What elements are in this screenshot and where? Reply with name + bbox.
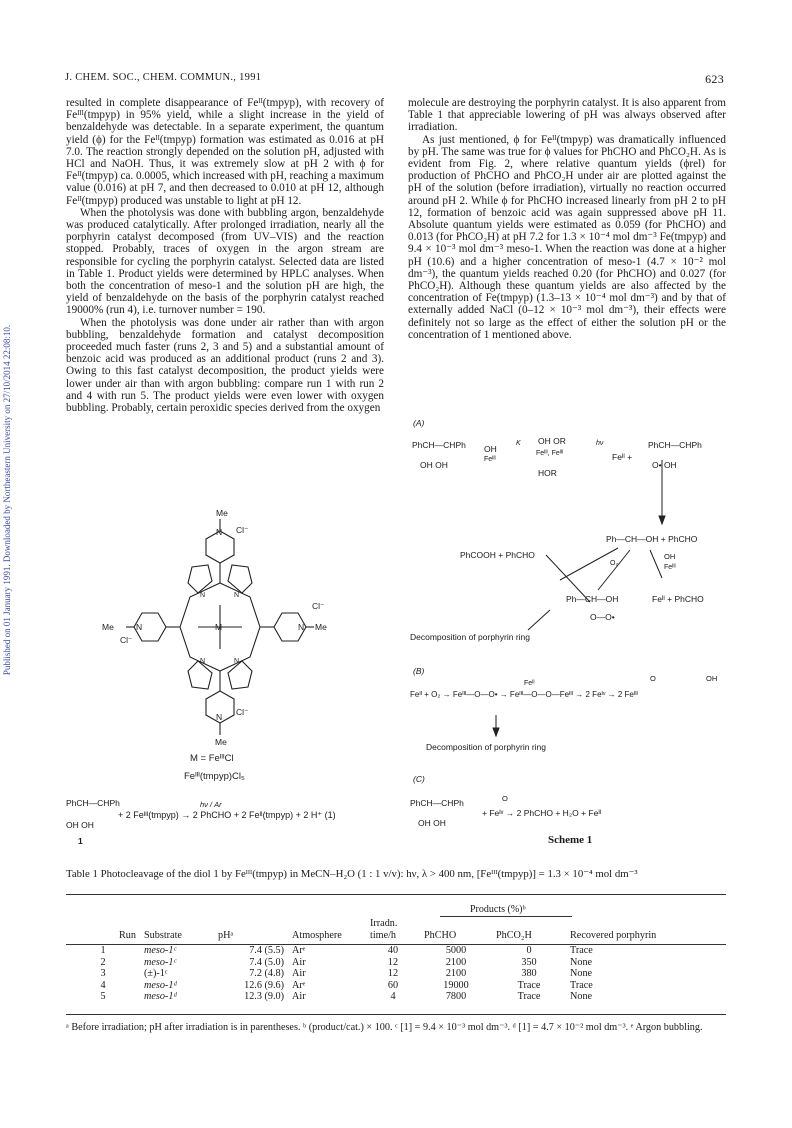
scheme-a-peroxy: Ph—CH—OH <box>566 594 619 604</box>
table-footnote: ᵃ Before irradiation; pH after irradiation is in parentheses. ᵇ (product/cat.) × 100. ᶜ [1] = 9.4 × 10⁻³ mol dm⁻³. ᵈ [1] = 4.7 × 10⁻² mol dm⁻³. ᵉ Argon bubbling. <box>66 1022 703 1033</box>
scheme-b-equation: Feᴵᴵ + O₂ → Feᴵᴵᴵ—O—O• → Feᴵᴵᴵ—O—O—Feᴵᴵᴵ → 2 Feᴵᵛ → 2 Feᴵᴵᴵ <box>410 690 638 699</box>
products-group-rule <box>440 916 572 917</box>
scheme-a-fe3: Feᴵᴵᴵ <box>484 456 496 463</box>
cell-phco2h: Trace <box>517 979 541 991</box>
cell-ph: 7.4 (5.5) <box>249 945 284 956</box>
scheme-a-radical-bottom: O• OH <box>652 460 677 470</box>
left-column <box>66 97 384 414</box>
cell-run: 3 <box>100 968 106 979</box>
cell-irradn: 4 <box>390 991 396 1002</box>
methyl-top: Me <box>216 508 228 518</box>
compound-name: Feᴵᴵᴵ(tmpyp)Cl₅ <box>184 771 245 782</box>
cell-ph: 7.4 (5.0) <box>249 956 284 968</box>
left-paragraph-3: When the photolysis was done under air rather than with argon bubbling, benzaldehyde formation and catalyst decomposition proceeded much faster (runs 2, 3 and 5) and a substantial amount of benzoic acid was produced as an additional product (runs 2 and 3). Owing to this fast catalyst decomposition, the product yields were lower under air than with argon bubbling: compare run 1 with run 2 and 4 with run 5. The product yields were even lower with oxygen bubbling. Probably, certain peroxidic species derived from the oxygen <box>66 316 384 415</box>
cell-phcho: 2100 <box>445 956 467 968</box>
scheme-b-oxo: O <box>650 674 656 683</box>
scheme-c-reactant-oh: OH OH <box>418 818 446 828</box>
scheme-a-fe2: Feᴵᴵ + <box>612 452 633 462</box>
cell-phco2h: 380 <box>521 968 537 979</box>
right-column <box>408 97 726 341</box>
pyrrole-n-3: N <box>200 658 206 665</box>
scheme-a-hor: HOR <box>538 468 557 478</box>
cell-atmosphere: Arᵉ <box>292 979 306 991</box>
cell-irradn: 12 <box>387 968 399 979</box>
cell-phco2h: 0 <box>526 945 532 956</box>
pyrrole-n-1: N <box>200 592 206 599</box>
cell-ph: 12.3 (9.0) <box>244 991 284 1002</box>
cell-atmosphere: Air <box>292 991 306 1002</box>
scheme-a-label: (A) <box>413 418 425 428</box>
eq1-reactant-bottom: OH OH <box>66 820 94 830</box>
scheme-a-fe3b: Feᴵᴵᴵ <box>664 564 676 571</box>
eq1-reactant-top: PhCH—CHPh <box>66 798 120 808</box>
metal-center: M <box>215 622 223 632</box>
cell-substrate: meso-1ᵈ <box>144 979 177 991</box>
pyrrole-n-2: N <box>234 592 240 599</box>
scheme-c-label: (C) <box>413 774 425 784</box>
pyridinium-n-right: N <box>298 622 305 632</box>
results-table <box>66 918 726 1003</box>
scheme-c-oxo: O <box>502 794 508 803</box>
chloride-left: Cl⁻ <box>120 635 133 645</box>
col-phcho: PhCHO <box>424 929 457 941</box>
download-note-text: Published on 01 January 1991. Downloaded by Northeastern University on 27/10/2014 22:08:10. <box>2 324 12 676</box>
cell-phcho: 7800 <box>445 991 467 1002</box>
col-irradn: Irradn. time/h <box>370 918 398 941</box>
cell-atmosphere: Air <box>292 956 306 968</box>
eq1-arrow-label: hν / Ar <box>200 800 222 809</box>
pyrrole-n-4: N <box>234 658 240 665</box>
table-top-rule <box>66 894 726 895</box>
cell-run: 5 <box>100 991 106 1002</box>
cell-recovered: Trace <box>570 979 593 991</box>
scheme-a-alkoxy: Ph—CH—OH + PhCHO <box>606 534 698 544</box>
cell-recovered: None <box>570 991 593 1002</box>
table-row <box>66 968 726 980</box>
right-paragraph-1: molecule are destroying the porphyrin catalyst. It is also apparent from Table 1 that appreciable lowering of pH was always observed after irradiation. <box>408 97 726 134</box>
table-row <box>66 991 726 1003</box>
col-recovered: Recovered porphyrin <box>570 929 657 941</box>
cell-phcho: 5000 <box>445 945 467 956</box>
cell-recovered: None <box>570 956 593 968</box>
scheme-a-peroxy-radical: O—O• <box>590 612 615 622</box>
left-paragraph-1: resulted in complete disappearance of Feᴵᴵ(tmpyp), with recovery of Feᴵᴵᴵ(tmpyp) in 95% yield, while a slight increase in the yield of benzaldehyde was detectable. In a separate experiment, the quantum yield (ϕ) for the Feᴵᴵ(tmpyp) formation was estimated as 0.016 at pH 7.0. The reaction strongly depended on the solution pH, adjusted with HCl and NaOH. Thus, it was extremely slow at pH 2 with ϕ for Feᴵᴵ(tmpyp) ca. 0.0005, which increased with pH, reaching a maximum value (0.016) at pH 7, and then decreased to 0.010 at pH 12, although Feᴵᴵ(tmpyp) produced was unstable to light at pH 12. <box>66 97 384 207</box>
cell-atmosphere: Arᵉ <box>292 945 306 956</box>
porphyrin-structure <box>100 505 340 785</box>
download-note <box>2 150 16 850</box>
scheme-title: Scheme 1 <box>548 834 593 846</box>
col-atmosphere: Atmosphere <box>292 929 342 941</box>
scheme-a-hv: hν <box>596 440 604 447</box>
cell-phcho: 19000 <box>443 979 469 991</box>
cell-irradn: 12 <box>387 956 399 968</box>
col-ph: pHᵃ <box>218 929 234 941</box>
cell-substrate: meso-1ᵈ <box>144 991 177 1002</box>
cell-recovered: None <box>570 968 593 979</box>
scheme-c-reactant: PhCH—CHPh <box>410 798 464 808</box>
scheme-a-fe2-phcho: Feᴵᴵ + PhCHO <box>652 594 704 604</box>
pyridinium-n-top: N <box>216 527 223 537</box>
cell-recovered: Trace <box>570 945 593 956</box>
table-row <box>66 945 726 957</box>
compound-1-label: 1 <box>78 836 83 846</box>
scheme-a-products: PhCOOH + PhCHO <box>460 550 535 560</box>
metal-definition: M = FeᴵᴵᴵCl <box>190 753 234 764</box>
chloride-bottom: Cl⁻ <box>236 707 249 717</box>
right-paragraph-2: As just mentioned, ϕ for Feᴵᴵ(tmpyp) was dramatically influenced by pH. The same was true for ϕ values for PhCHO and PhCO₂H. As is evident from Fig. 2, where relative quantum yields (ϕrel) for production of PhCHO and PhCO₂H under air are plotted against the pH of the solution (before irradiation), virtually no reaction occurred around pH 2. While ϕ for PhCHO increased linearly from pH 2 to pH 12, formation of benzoic acid was again suppressed above pH 11. Absolute quantum yields were estimated as 0.059 (for PhCHO) and 0.013 (for PhCO₂H) at pH 7.2 for 1.3 × 10⁻⁴ mol dm⁻³ Fe(tmpyp) and 9.4 × 10⁻³ mol dm⁻³ meso-1. When the reaction was done at a higher pH (10.6) and a higher concentration of meso-1 (4.7 × 10⁻² mol dm⁻³), the quantum yields reached 0.20 (for PhCHO) and 0.027 (for PhCO₂H). Although these quantum yields are also affected by the concentration of Fe(tmpyp) (1.3–13 × 10⁻⁴ mol dm⁻³) and by that of externally added NaCl (0–12 × 10⁻³ mol dm⁻³), their effects were definitely not so large as the effect of either the solution pH or the concentration of 1 mentioned above. <box>408 133 726 341</box>
col-run: Run <box>119 929 136 941</box>
scheme-a-radical-top: PhCH—CHPh <box>648 440 702 450</box>
cell-substrate: meso-1ᶜ <box>144 956 177 968</box>
cell-ph: 7.2 (4.8) <box>249 968 284 979</box>
journal-header: J. CHEM. SOC., CHEM. COMMUN., 1991 <box>65 72 262 83</box>
cell-substrate: (±)-1ᶜ <box>144 968 168 979</box>
table-caption: Table 1 Photocleavage of the diol 1 by Feᴵᴵᴵ(tmpyp) in MeCN–H₂O (1 : 1 v/v): hν, λ > 400 nm, [Feᴵᴵᴵ(tmpyp)] = 1.3 × 10⁻⁴ mol dm⁻³ <box>66 868 638 880</box>
scheme-b-decomposition: Decomposition of porphyrin ring <box>426 742 547 752</box>
table-header-row <box>66 918 726 941</box>
cell-run: 1 <box>100 945 106 956</box>
pyridinium-n-left: N <box>136 622 143 632</box>
col-substrate: Substrate <box>144 929 182 941</box>
table-row <box>66 980 726 992</box>
scheme-a-reactant: PhCH—CHPh <box>412 440 466 450</box>
cell-atmosphere: Air <box>292 968 306 979</box>
scheme-a-o2: O₂ <box>610 560 619 567</box>
cell-run: 2 <box>100 956 106 968</box>
scheme-a-oh-fe: OH <box>664 552 676 561</box>
scheme-a-reactant-oh: OH OH <box>420 460 448 470</box>
scheme-a-hydroxide: OH <box>484 444 497 454</box>
cell-irradn: 60 <box>387 979 399 991</box>
products-group-header: Products (%)ᵇ <box>470 904 526 915</box>
methyl-right: Me <box>315 622 327 632</box>
scheme-b-oh: OH <box>706 674 718 683</box>
table-row <box>66 957 726 969</box>
left-paragraph-2: When the photolysis was done with bubbling argon, benzaldehyde was produced catalytically. After prolonged irradiation, nearly all the porphyrin catalyst decomposed (from UV–VIS) and the reaction stopped. Probably, traces of oxygen in the argon stream are responsible for cycling the porphyrin catalyst. Selected data are listed in Table 1. Product yields were determined by HPLC analyses. When both the concentration of meso-1 and the solution pH are high, the yield of benzaldehyde on the basis of the porphyrin catalyst reached 19000% (run 4), i.e. turnover number = 190. <box>66 206 384 317</box>
scheme-c-rest: + Feᴵᵛ → 2 PhCHO + H₂O + Feᴵᴵ <box>482 808 602 818</box>
methyl-left: Me <box>102 622 114 632</box>
cell-run: 4 <box>100 979 106 991</box>
scheme-a-complex-fe: Feᴵᴵᴵ, Feᴵᴵᴵ <box>536 450 564 457</box>
cell-ph: 12.6 (9.6) <box>244 979 284 991</box>
page-number: 623 <box>705 72 724 86</box>
cell-phco2h: Trace <box>517 991 541 1002</box>
scheme-1-graphics <box>400 420 740 840</box>
cell-irradn: 40 <box>387 945 399 956</box>
table-bottom-rule <box>66 1014 726 1015</box>
chloride-top: Cl⁻ <box>236 525 249 535</box>
methyl-bottom: Me <box>215 737 227 747</box>
cell-substrate: meso-1ᶜ <box>144 945 177 956</box>
eq1-rest: + 2 Feᴵᴵᴵ(tmpyp) → 2 PhCHO + 2 Feᴵᴵ(tmpyp) + 2 H⁺ (1) <box>118 810 336 820</box>
scheme-a-complex: OH OR <box>538 436 566 446</box>
col-phco2h: PhCO₂H <box>496 929 532 941</box>
scheme-b-label: (B) <box>413 666 425 676</box>
chloride-right: Cl⁻ <box>312 601 325 611</box>
cell-phcho: 2100 <box>445 968 467 979</box>
pyridinium-n-bottom: N <box>216 712 223 722</box>
cell-phco2h: 350 <box>521 956 537 968</box>
scheme-a-equilibrium-k: K <box>516 440 521 447</box>
scheme-a-decomposition: Decomposition of porphyrin ring <box>410 632 531 642</box>
scheme-b-fe2: Feᴵᴵ <box>524 680 535 687</box>
